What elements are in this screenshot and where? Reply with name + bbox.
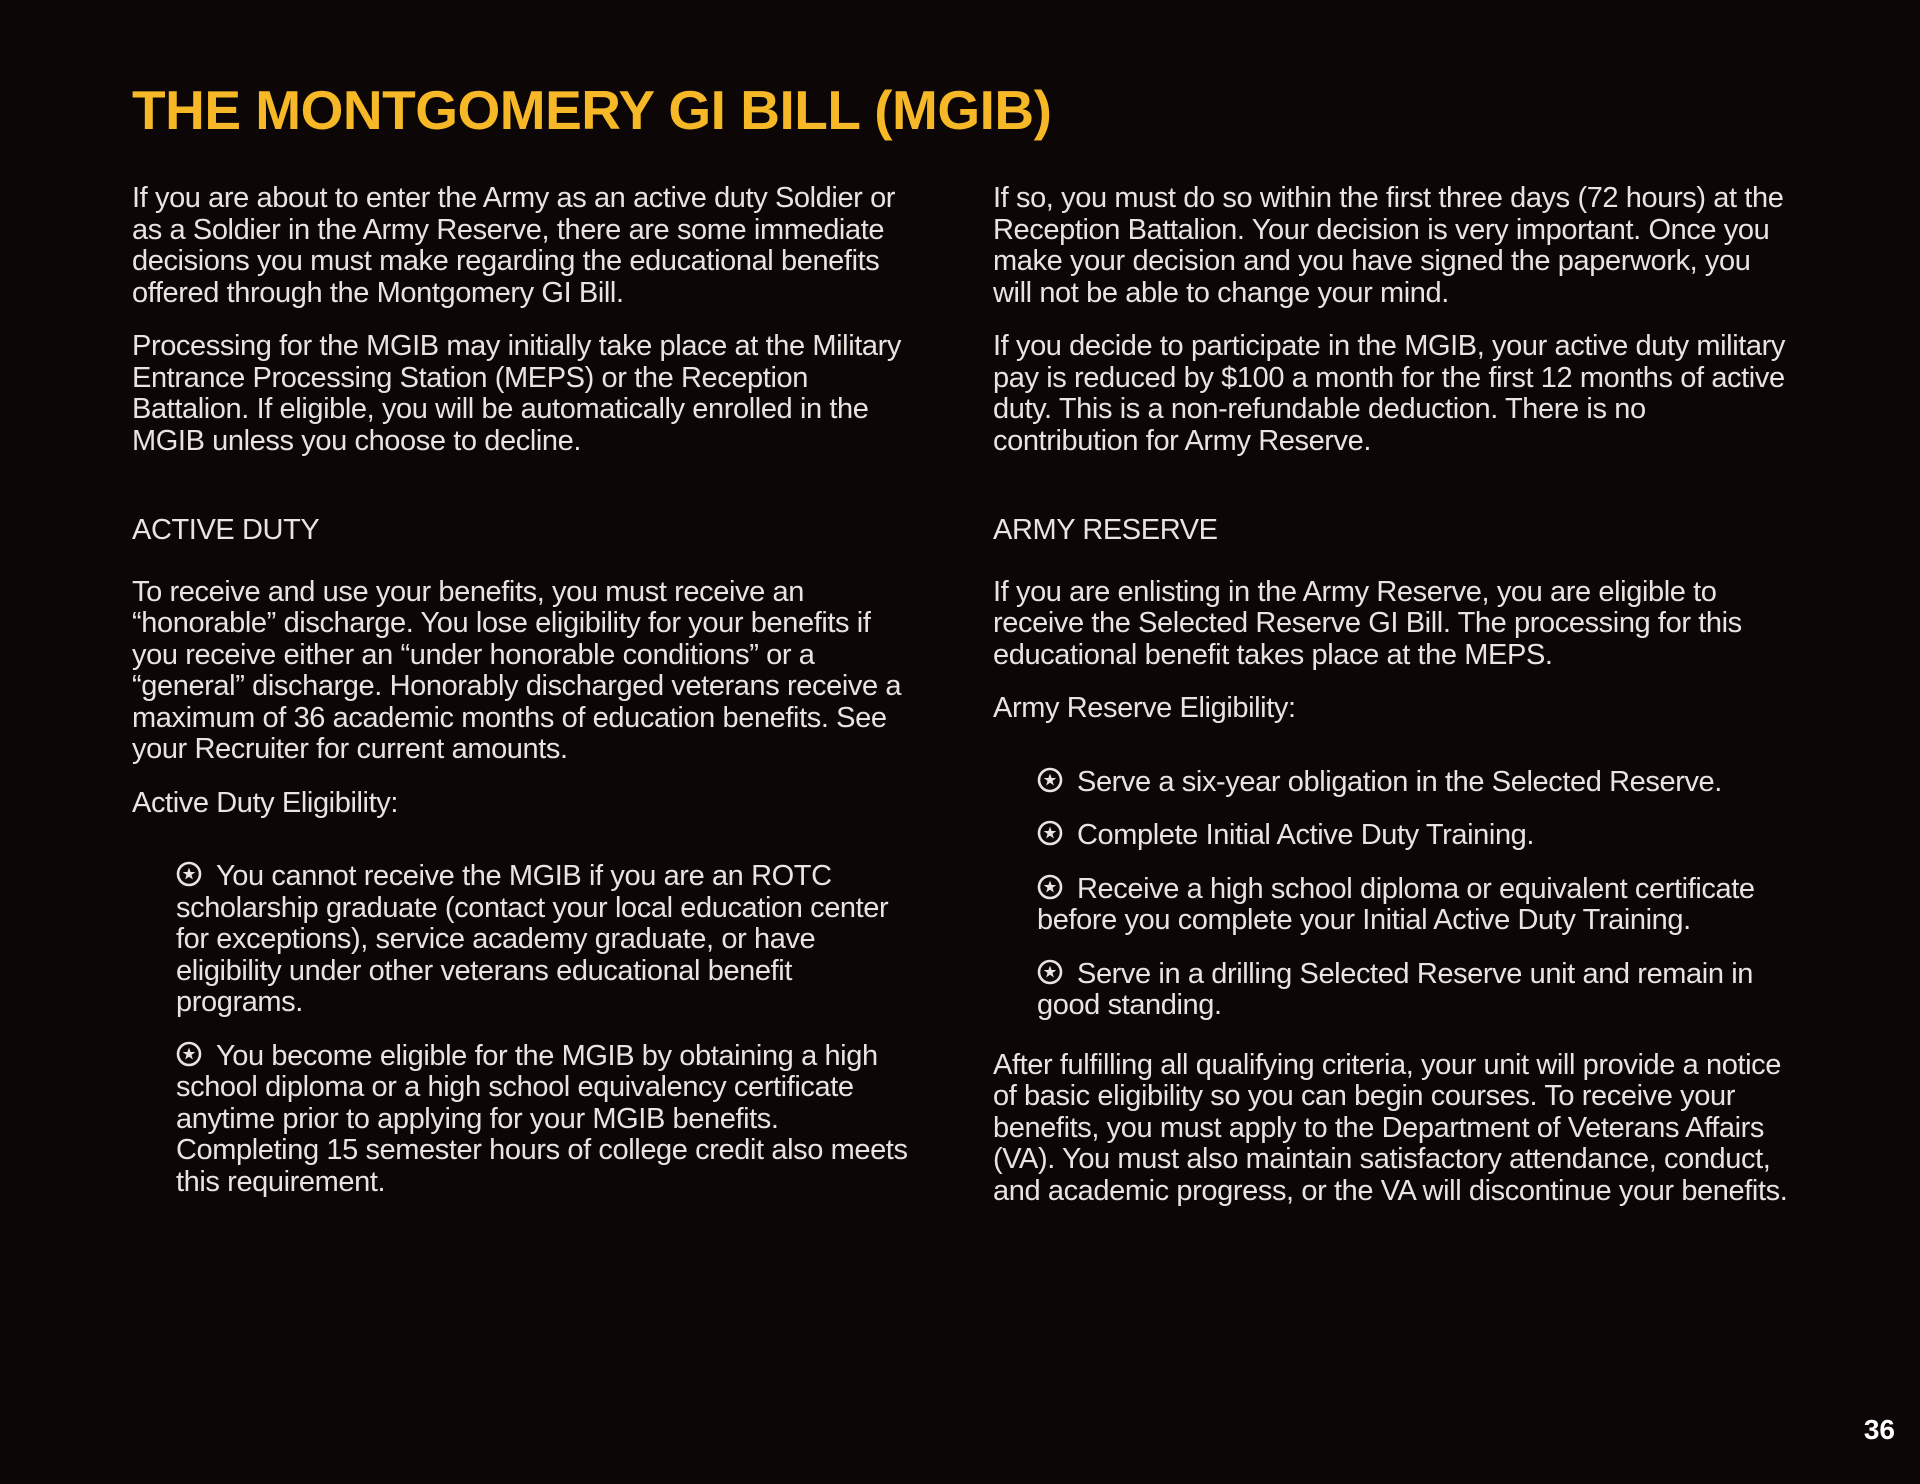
list-item xyxy=(176,861,912,1019)
page-number: 36 xyxy=(1863,1414,1895,1445)
eligibility-label: Army Reserve Eligibility: xyxy=(993,692,1296,724)
list-item-text: Serve in a drilling Selected Reserve unit and remain in good standing. xyxy=(1037,957,1753,1021)
section-heading-active-duty: ACTIVE DUTY xyxy=(132,514,320,546)
star-circle-icon xyxy=(1037,874,1063,900)
eligibility-label: Active Duty Eligibility: xyxy=(132,786,398,819)
list-item-text: Receive a high school diploma or equivalent certificate before you complete your Initial Active Duty Training. xyxy=(1037,872,1755,936)
intro-paragraph: If you are about to enter the Army as an active duty Soldier or as a Soldier in the Army Reserve, there are some immediate decisions you must make regarding the educational benefits offered through the Montgomery GI Bill. xyxy=(132,182,896,309)
eligibility-list xyxy=(176,861,912,1198)
star-circle-icon xyxy=(176,1041,202,1067)
list-item xyxy=(1037,959,1793,1022)
section-body: To receive and use your benefits, you must receive an “honorable” discharge. You lose eligibility for your benefits if you receive either an “under honorable conditions” or a “general” discharge. Honorably discharged veterans receive a maximum of 36 academic months of education benefits. See your Recruiter for current amounts. xyxy=(132,575,902,765)
intro-paragraph: Processing for the MGIB may initially take place at the Military Entrance Processing Station (MEPS) or the Reception Battalion. If eligible, you will be automatically enrolled in the MGIB unless you choose to decline. xyxy=(132,330,901,457)
left-column xyxy=(132,183,912,1220)
list-item xyxy=(176,1041,912,1199)
right-column xyxy=(993,183,1793,1229)
section-body: If you are enlisting in the Army Reserve, you are eligible to receive the Selected Reserve GI Bill. The processing for this educational benefit takes place at the MEPS. xyxy=(993,575,1742,671)
star-circle-icon xyxy=(176,861,202,887)
star-circle-icon xyxy=(1037,959,1063,985)
list-item-text: You become eligible for the MGIB by obtaining a high school diploma or a high school equivalency certificate anytime prior to applying for your MGIB benefits. Completing 15 semester hours of college credit also meets this requirement. xyxy=(176,1039,908,1198)
eligibility-list xyxy=(1037,767,1793,1022)
list-item xyxy=(1037,820,1793,852)
list-item xyxy=(1037,767,1793,799)
page-title: THE MONTGOMERY GI BILL (MGIB) xyxy=(132,79,1052,141)
list-item-text: You cannot receive the MGIB if you are an ROTC scholarship graduate (contact your local education center for exceptions), service academy graduate, or have eligibility under other veterans educational benefit programs. xyxy=(176,860,889,1018)
list-item xyxy=(1037,874,1793,937)
section-heading-army-reserve: ARMY RESERVE xyxy=(993,514,1218,546)
star-circle-icon xyxy=(1037,820,1063,846)
intro-paragraph: If so, you must do so within the first three days (72 hours) at the Reception Battalion. Your decision is very important. Once you make your decision and you have signed the paperwork, you will not be able to change your mind. xyxy=(993,182,1784,309)
star-circle-icon xyxy=(1037,767,1063,793)
intro-paragraph: If you decide to participate in the MGIB, your active duty military pay is reduced by $100 a month for the first 12 months of active duty. This is a non-refundable deduction. There is no contribution for Army Reserve. xyxy=(993,330,1786,457)
closing-paragraph: After fulfilling all qualifying criteria, your unit will provide a notice of basic eligibility so you can begin courses. To receive your benefits, you must apply to the Department of Veterans Affairs (VA). You must also maintain satisfactory attendance, conduct, and academic progress, or the VA will discontinue your benefits. xyxy=(993,1048,1788,1207)
list-item-text: Serve a six-year obligation in the Selected Reserve. xyxy=(1077,765,1722,798)
list-item-text: Complete Initial Active Duty Training. xyxy=(1077,819,1535,851)
